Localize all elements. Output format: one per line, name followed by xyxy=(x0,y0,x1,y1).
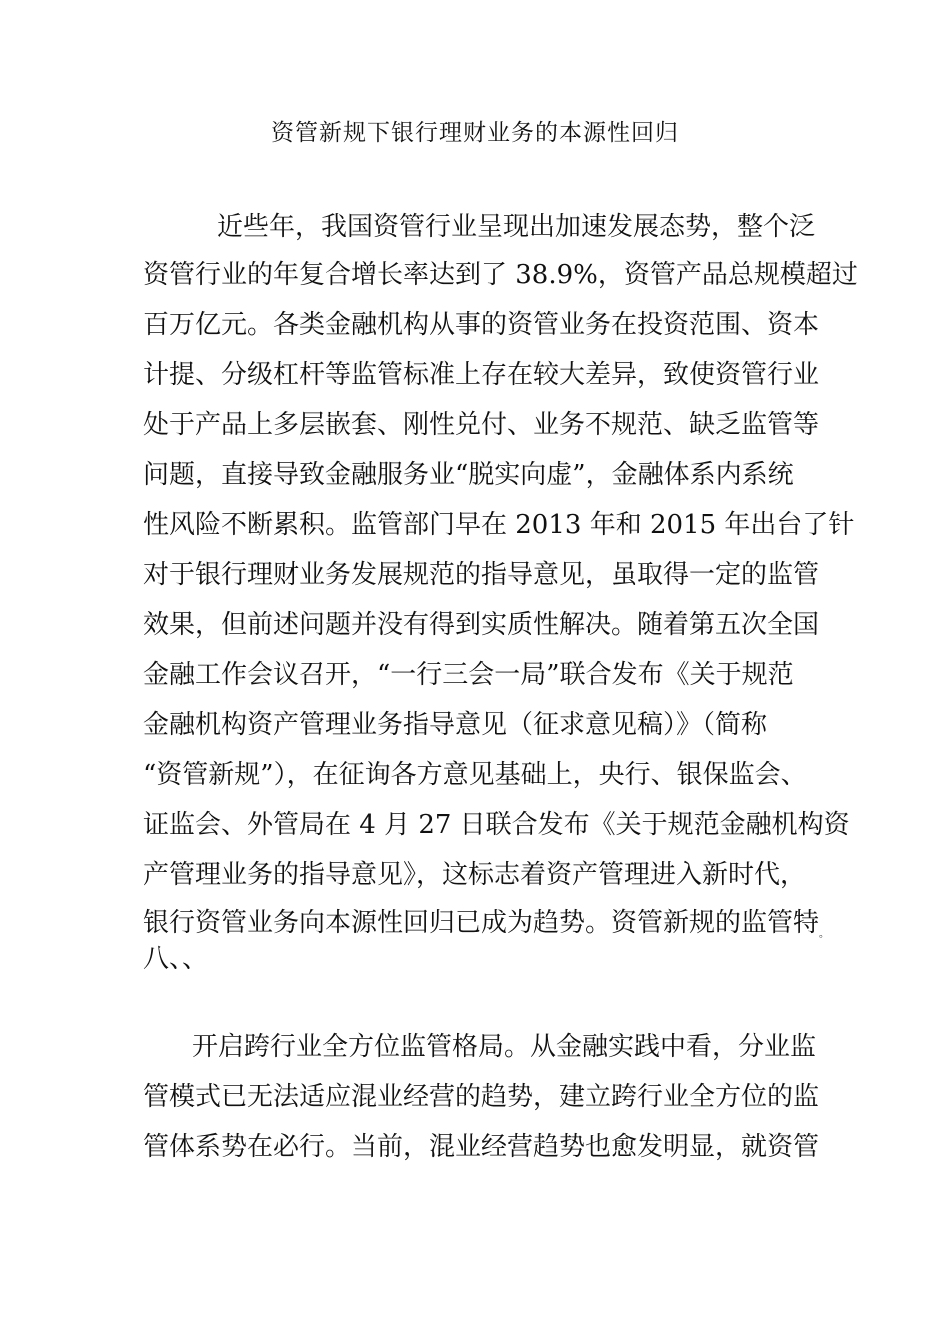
body-text-line: 对于银行理财业务发展规范的指导意见，虽取得一定的监管 xyxy=(143,560,820,590)
body-text-line: 计提、分级杠杆等监管标准上存在较大差异，致使资管行业 xyxy=(143,360,820,390)
body-text-line: 近些年，我国资管行业呈现出加速发展态势，整个泛 xyxy=(217,212,816,242)
document-title: 资管新规下银行理财业务的本源性回归 xyxy=(271,120,679,146)
body-text-line: 百万亿元。各类金融机构从事的资管业务在投资范围、资本 xyxy=(143,310,820,340)
body-text-line: 问题，直接导致金融服务业“脱实向虚”，金融体系内系统 xyxy=(143,460,794,490)
body-text-line: 管模式已无法适应混业经营的趋势，建立跨行业全方位的监 xyxy=(143,1082,820,1112)
body-text-line: “资管新规”），在征询各方意见基础上，央行、银保监会、 xyxy=(143,760,807,790)
body-text-line: 八、、 xyxy=(143,944,209,974)
body-text-line: 金融工作会议召开，“一行三会一局”联合发布《关于规范 xyxy=(143,660,794,690)
body-text-line: 产管理业务的指导意见》，这标志着资产管理进入新时代， xyxy=(143,860,807,890)
body-text-line: 性风险不断累积。监管部门早在 2013 年和 2015 年出台了针 xyxy=(143,510,855,540)
body-text-line: 银行资管业务向本源性回归已成为趋势。资管新规的监管特 xyxy=(143,908,820,938)
body-text-line: 效果，但前述问题并没有得到实质性解决。随着第五次全国 xyxy=(143,610,820,640)
body-text-line: 资管行业的年复合增长率达到了 38.9%，资管产品总规模超过 xyxy=(143,260,858,290)
trailing-mark: 。 xyxy=(819,929,830,940)
body-text-line: 金融机构资产管理业务指导意见（征求意见稿）》（简称 xyxy=(143,710,768,740)
body-text-line: 证监会、外管局在 4 月 27 日联合发布《关于规范金融机构资 xyxy=(143,810,850,840)
body-text-line: 开启跨行业全方位监管格局。从金融实践中看，分业监 xyxy=(192,1032,817,1062)
body-text-line: 处于产品上多层嵌套、刚性兑付、业务不规范、缺乏监管等 xyxy=(143,410,820,440)
body-text-line: 管体系势在必行。当前，混业经营趋势也愈发明显，就资管 xyxy=(143,1132,820,1162)
